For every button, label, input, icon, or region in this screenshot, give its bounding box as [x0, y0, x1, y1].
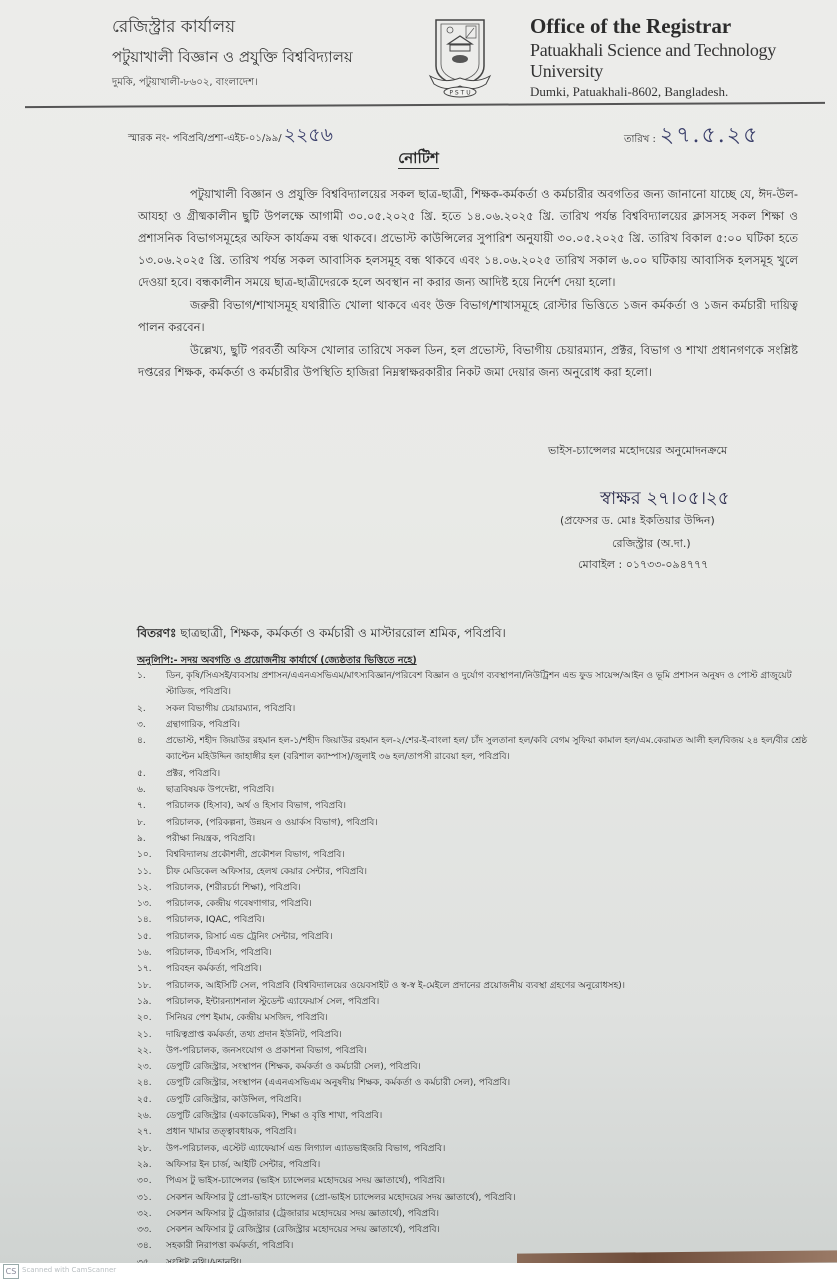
- list-item: ১৫. পরিচালক, রিসার্চ এন্ড ট্রেনিং সেন্টার, পবিপ্রবি।: [137, 931, 333, 942]
- copy-heading: অনুলিপি:- সদয় অবগতি ও প্রয়োজনীয় কার্যার্থে (জ্যেষ্ঠতার ভিত্তিতে নহে): [137, 655, 417, 666]
- list-item: ১৭. পরিবহন কর্মকর্তা, পবিপ্রবি।: [137, 964, 262, 975]
- list-item: ৫. প্রক্টর, পবিপ্রবি।: [137, 768, 221, 779]
- camscanner-watermark: Scanned with CamScanner: [22, 1266, 117, 1274]
- list-item: ২১. দায়িত্বপ্রাপ্ত কর্মকর্তা, তথ্য প্রদান ইউনিট, পবিপ্রবি।: [137, 1029, 342, 1040]
- english-letterhead: [530, 14, 837, 100]
- list-item: ১৮. পরিচালক, আইসিটি সেল, পবিপ্রবি (বিশ্ববিদ্যালয়ের ওয়েবসাইট ও স্ব-স্ব ই-মেইলে প্রদানের প্রয়োজনীয় ব্যবস্থা গ্রহণের অনুরোধসহ)।: [137, 980, 625, 991]
- signatory-designation: রেজিস্ট্রার (অ.দা.): [612, 537, 691, 550]
- copy-list: [137, 668, 817, 1271]
- list-item: ১০. বিশ্ববিদ্যালয় প্রকৌশলী, প্রকৌশল বিভাগ, পবিপ্রবি।: [137, 850, 345, 861]
- list-item: ৩৪. সহকারী নিরাপত্তা কর্মকর্তা, পবিপ্রবি।: [137, 1241, 294, 1252]
- list-item: ৮. পরিচালক, (পরিকল্পনা, উন্নয়ন ও ওয়ার্কস বিভাগ), পবিপ্রবি।: [137, 817, 378, 828]
- bangla-letterhead: [112, 14, 353, 92]
- list-item: ১২. পরিচালক, (শরীরচর্চা শিক্ষা), পবিপ্রবি।: [137, 882, 301, 893]
- bn-address: দুমকি, পটুয়াখালী-৮৬০২, বাংলাদেশ।: [112, 77, 258, 88]
- list-item: ৭. পরিচালক (হিসাব), অর্থ ও হিসাব বিভাগ, পবিপ্রবি।: [137, 801, 347, 812]
- signatory-mobile: মোবাইল : ০১৭৩৩-০৯৪৭৭৭: [578, 558, 709, 571]
- paragraph-3: উল্লেখ্য, ছুটি পরবর্তী অফিস খোলার তারিখে সকল ডিন, হল প্রভোস্ট, বিভাগীয় চেয়ারম্যান, প্রক্টর, বিভাগ ও শাখা প্রধানগণকে সংশ্লিষ্ট দপ্তরের শিক্ষক, কর্মকর্তা ও কর্মচারীর উপস্থিতি হাজিরা নিম্নস্বাক্ষরকারীর নিকট জমা দেয়ার জন্য অনুরোধ করা হলো।: [138, 343, 798, 379]
- memo-handwritten-number: ২২৫৬: [283, 124, 333, 146]
- en-address: Dumki, Patuakhali-8602, Bangladesh.: [530, 84, 729, 99]
- list-item: ১৩. পরিচালক, কেন্দ্রীয় গবেষণাগার, পবিপ্রবি।: [137, 899, 312, 910]
- distribution-line: [137, 625, 506, 645]
- list-item: ২৭. প্রধান খামার তত্ত্বাবধায়ক, পবিপ্রবি।: [137, 1127, 297, 1138]
- list-item: ১. ডিন, কৃষি/সিএসই/ব্যবসায় প্রশাসন/এএনএসভিএম/মাৎস্যবিজ্ঞান/পরিবেশ বিজ্ঞান ও দুর্যোগ ব্যবস্থাপনা/নিউট্রিশন এন্ড ফুড সায়েন্স/আইন ও ভূমি প্রশাসন অনুষদ ও পোস্ট গ্রাজুয়েট স্টাডিজ, পবিপ্রবি।: [137, 671, 792, 698]
- bn-office-name: রেজিস্ট্রার কার্যালয়: [112, 17, 236, 37]
- date-label: তারিখ :: [624, 134, 656, 145]
- list-item: ২. সকল বিভাগীয় চেয়ারম্যান, পবিপ্রবি।: [137, 703, 296, 714]
- list-item: ৩২. সেকশন অফিসার টু ট্রেজারার (ট্রেজারার মহোদয়ের সদয় জ্ঞাতার্থে), পবিপ্রবি।: [137, 1208, 439, 1219]
- signatory-name: (প্রফেসর ড. মোঃ ইকতিয়ার উদ্দিন): [560, 514, 715, 527]
- list-item: ২৮. উপ-পরিচালক, এস্টেট এ্যাফেয়ার্স এন্ড লিগ্যাল এ্যাডভাইজরি বিভাগ, পবিপ্রবি।: [137, 1143, 446, 1154]
- distribution-text: ছাত্রছাত্রী, শিক্ষক, কর্মকর্তা ও কর্মচারী ও মাস্টাররোল শ্রমিক, পবিপ্রবি।: [180, 626, 506, 640]
- list-item: ৩৩. সেকশন অফিসার টু রেজিস্ট্রার (রেজিস্ট্রার মহোদয়ের সদয় জ্ঞাতার্থে), পবিপ্রবি।: [137, 1225, 440, 1236]
- paragraph-1: পটুয়াখালী বিজ্ঞান ও প্রযুক্তি বিশ্ববিদ্যালয়ের সকল ছাত্র-ছাত্রী, শিক্ষক-কর্মকর্তা ও কর্মচারীর অবগতির জন্য জানানো যাচ্ছে যে, ঈদ-উল-আযহা ও গ্রীষ্মকালীন ছুটি উপলক্ষে আগামী ৩০.০৫.২০২৫ খ্রি. হতে ১৪.০৬.২০২৫ খ্রি. তারিখ পর্যন্ত বিশ্ববিদ্যালয়ের ক্লাসসহ সকল শিক্ষা ও প্রশাসনিক বিভাগসমূহের অফিস কার্যক্রম বন্ধ থাকবে। প্রভোস্ট কাউন্সিলের সুপারিশ অনুযায়ী ৩০.০৫.২০২৫ খ্রি. তারিখ বিকাল ৫:০০ ঘটিকা হতে ১৩.০৬.২০২৫ খ্রি. তারিখ পর্যন্ত সকল আবাসিক হলসমূহ বন্ধ থাকবে এবং ১৪.০৬.২০২৫ তারিখ সকাল ৬.০০ ঘটিকায় আবাসিক হলসমূহ খুলে দেওয়া হবে। বন্ধকালীন সময়ে ছাত্র-ছাত্রীদেরকে হলে অবস্থান না করার জন্য আদিষ্ট হয়ে নির্দেশ দেয়া হলো।: [138, 187, 798, 289]
- list-item: ৪. প্রভোস্ট, শহীদ জিয়াউর রহমান হল-১/শহীদ জিয়াউর রহমান হল-২/শের-ই-বাংলা হল/ চাঁদ সুলতানা হল/কবি বেগম সুফিয়া কামাল হল/এম.কেরামত আলী হল/বিজয় ২৪ হল/বীর শ্রেষ্ঠ ক্যাপ্টেন মহিউদ্দিন জাহাঙ্গীর হল (বরিশাল ক্যাম্পাস)/জুলাই ৩৬ হল/তাপসী রাবেয়া হল, পবিপ্রবি।: [137, 736, 808, 763]
- svg-text:P S T U: P S T U: [449, 89, 471, 97]
- list-item: ১৬. পরিচালক, টিএসসি, পবিপ্রবি।: [137, 948, 272, 959]
- list-item: ৯. পরীক্ষা নিয়ন্ত্রক, পবিপ্রবি।: [137, 833, 256, 844]
- list-item: ৩১. সেকশন অফিসার টু প্রো-ভাইস চ্যান্সেলর (প্রো-ভাইস চ্যান্সেলর মহোদয়ের সদয় জ্ঞাতার্থে), পবিপ্রবি।: [137, 1192, 516, 1203]
- list-item: ২৪. ডেপুটি রেজিস্ট্রার, সংস্থাপন (এএনএসভিএম অনুষদীয় শিক্ষক, কর্মকর্তা ও কর্মচারী সেল), পবিপ্রবি।: [137, 1078, 511, 1089]
- camscanner-logo-icon: CS: [3, 1264, 19, 1279]
- approval-line: ভাইস-চ্যান্সেলর মহোদয়ের অনুমোদনক্রমে: [548, 444, 728, 457]
- list-item: ১৯. পরিচালক, ইন্টারন্যাশনাল স্টুডেন্ট এ্যাফেয়ার্স সেল, পবিপ্রবি।: [137, 996, 380, 1007]
- header-divider: [25, 102, 825, 108]
- notice-body: [138, 183, 798, 384]
- list-item: ৩. গ্রন্থাগারিক, পবিপ্রবি।: [137, 719, 240, 730]
- list-item: ৩০. পিএস টু ভাইস-চ্যান্সেলর (ভাইস চ্যান্সেলর মহোদয়ের সদয় জ্ঞাতার্থে), পবিপ্রবি।: [137, 1176, 445, 1187]
- notice-title: নোটিশ: [398, 149, 439, 167]
- list-item: ৬. ছাত্রবিষয়ক উপদেষ্টা, পবিপ্রবি।: [137, 785, 275, 796]
- list-item: ২০. সিনিয়র পেশ ইমাম, কেন্দ্রীয় মসজিদ, পবিপ্রবি।: [137, 1013, 328, 1024]
- list-item: ২৩. ডেপুটি রেজিস্ট্রার, সংস্থাপন (শিক্ষক, কর্মকর্তা ও কর্মচারী সেল), পবিপ্রবি।: [137, 1062, 421, 1073]
- scanner-footer: [0, 1263, 837, 1280]
- list-item: ২৫. ডেপুটি রেজিস্ট্রার, কাউন্সিল, পবিপ্রবি।: [137, 1094, 302, 1105]
- list-item: ১৪. পরিচালক, IQAC, পবিপ্রবি।: [137, 915, 265, 926]
- list-item: ২৯. অফিসার ইন চার্জ, আইটি সেন্টার, পবিপ্রবি।: [137, 1159, 321, 1170]
- list-item: ২২. উপ-পরিচালক, জনসংযোগ ও প্রকাশনা বিভাগ, পবিপ্রবি।: [137, 1045, 367, 1056]
- list-item: ২৬. ডেপুটি রেজিস্ট্রার (একাডেমিক), শিক্ষা ও বৃত্তি শাখা, পবিপ্রবি।: [137, 1111, 383, 1122]
- bn-university-name: পটুয়াখালী বিজ্ঞান ও প্রযুক্তি বিশ্ববিদ্যালয়: [112, 48, 353, 66]
- date-handwritten: ২৭.৫.২৫: [659, 123, 760, 148]
- handwritten-signature: স্বাক্ষর ২৭।০৫।২৫: [600, 488, 730, 509]
- list-item: ১১. চীফ মেডিকেল অফিসার, হেলথ কেয়ার সেন্টার, পবিপ্রবি।: [137, 866, 367, 877]
- university-seal-icon: [428, 14, 492, 98]
- en-university-name: Patuakhali Science and Technology University: [530, 40, 776, 81]
- memo-label: স্মারক নং- পবিপ্রবি/প্রশা-এইচ-০১/৯৯/: [128, 133, 282, 144]
- paragraph-2: জরুরী বিভাগ/শাখাসমূহ যথারীতি খোলা থাকবে এবং উক্ত বিভাগ/শাখাসমূহে রোস্টার ভিত্তিতে ১জন কর্মকর্তা ও ১জন কর্মচারী দায়িত্ব পালন করবেন।: [138, 298, 798, 334]
- en-office-name: Office of the Registrar: [530, 14, 732, 38]
- distribution-label: বিতরণঃ: [137, 626, 177, 640]
